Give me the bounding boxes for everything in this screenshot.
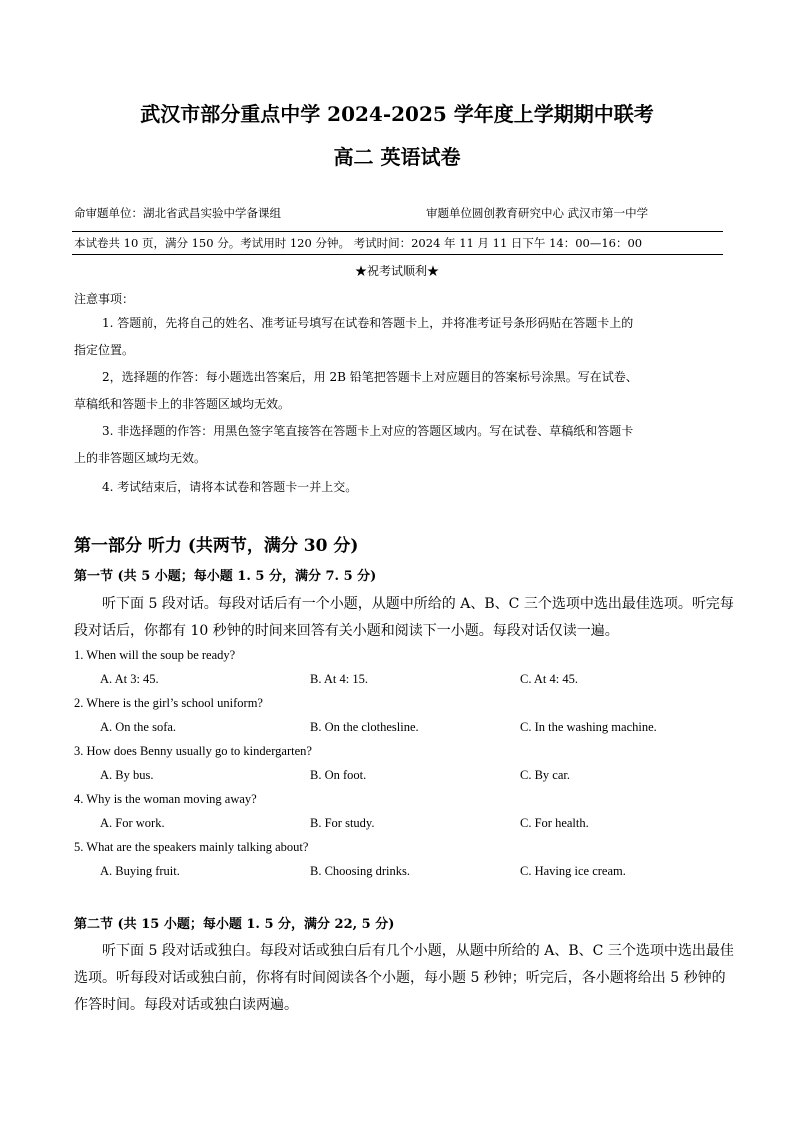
good-luck-wish: ★祝考试顺利★ xyxy=(354,264,439,278)
header-divider xyxy=(72,231,723,232)
notes-title: 注意事项： xyxy=(74,292,135,306)
question-3-option-c: C. By car. xyxy=(520,768,570,782)
note-4: 4. 考试结束后，请将本试卷和答题卡一并上交。 xyxy=(102,480,358,494)
question-5-option-b: B. Choosing drinks. xyxy=(310,864,411,878)
question-2-option-b: B. On the clothesline. xyxy=(310,720,419,734)
section2-instructions-line-2: 选项。听每段对话或独白前，你将有时间阅读各个小题，每小题 5 秒钟；听完后，各小题将给出 5 秒钟的 xyxy=(74,970,726,986)
section2-instructions-line-3: 作答时间。每段对话或独白读两遍。 xyxy=(74,997,298,1013)
question-4: 4. Why is the woman moving away? xyxy=(74,792,257,806)
note-3-line-2: 上的非答题区域均无效。 xyxy=(74,451,207,465)
info-divider xyxy=(72,254,723,255)
question-2-option-a: A. On the sofa. xyxy=(100,720,177,734)
question-4-option-c: C. For health. xyxy=(520,816,589,830)
question-4-option-a: A. For work. xyxy=(100,816,165,830)
note-1-line-2: 指定位置。 xyxy=(74,343,135,357)
exam-info: 本试卷共 10 页，满分 150 分。考试用时 120 分钟。 考试时间：2024 年 11 月 11 日下午 14：00—16：00 xyxy=(74,236,643,250)
exam-title: 武汉市部分重点中学 2024-2025 学年度上学期期中联考 xyxy=(140,102,654,126)
question-5: 5. What are the speakers mainly talking about? xyxy=(74,840,309,854)
question-5-option-c: C. Having ice cream. xyxy=(520,864,626,878)
section1-instructions-line-2: 段对话后，你都有 10 秒钟的时间来回答有关小题和阅读下一小题。每段对话仅读一遍。 xyxy=(74,623,619,639)
question-2-option-c: C. In the washing machine. xyxy=(520,720,657,734)
question-4-option-b: B. For study. xyxy=(310,816,375,830)
reviewer-unit: 审题单位圆创教育研究中心 武汉市第一中学 xyxy=(426,206,649,220)
setter-unit: 命审题单位：湖北省武昌实验中学备课组 xyxy=(74,206,281,220)
section1-instructions-line-1: 听下面 5 段对话。每段对话后有一个小题，从题中所给的 A、B、C 三个选项中选出最佳选项。听完每 xyxy=(102,596,734,612)
question-1-option-a: A. At 3: 45. xyxy=(100,672,159,686)
section2-heading: 第二节 (共 15 小题；每小题 1. 5 分，满分 22, 5 分) xyxy=(74,917,395,932)
note-3-line-1: 3. 非选择题的作答：用黑色签字笔直接答在答题卡上对应的答题区域内。写在试卷、草稿纸和答题卡 xyxy=(102,424,634,438)
note-1-line-1: 1. 答题前，先将自己的姓名、准考证号填写在试卷和答题卡上，并将准考证号条形码贴在答题卡上的 xyxy=(102,316,634,330)
question-3-option-a: A. By bus. xyxy=(100,768,154,782)
question-1: 1. When will the soup be ready? xyxy=(74,648,236,662)
note-2-line-2: 草稿纸和答题卡上的非答题区域均无效。 xyxy=(74,397,291,411)
note-2-line-1: 2，选择题的作答：每小题选出答案后，用 2B 铅笔把答题卡上对应题目的答案标号涂黑。写在试卷、 xyxy=(102,370,638,384)
question-5-option-a: A. Buying fruit. xyxy=(100,864,180,878)
part1-heading: 第一部分 听力 (共两节，满分 30 分) xyxy=(74,536,359,556)
question-1-option-c: C. At 4: 45. xyxy=(520,672,578,686)
section1-heading: 第一节 (共 5 小题；每小题 1. 5 分，满分 7. 5 分) xyxy=(74,569,377,584)
exam-subtitle: 高二 英语试卷 xyxy=(333,145,461,169)
question-3-option-b: B. On foot. xyxy=(310,768,367,782)
question-3: 3. How does Benny usually go to kindergarten? xyxy=(74,744,312,758)
section2-instructions-line-1: 听下面 5 段对话或独白。每段对话或独白后有几个小题，从题中所给的 A、B、C 三个选项中选出最佳 xyxy=(102,943,734,959)
question-1-option-b: B. At 4: 15. xyxy=(310,672,368,686)
question-2: 2. Where is the girl’s school uniform? xyxy=(74,696,263,710)
